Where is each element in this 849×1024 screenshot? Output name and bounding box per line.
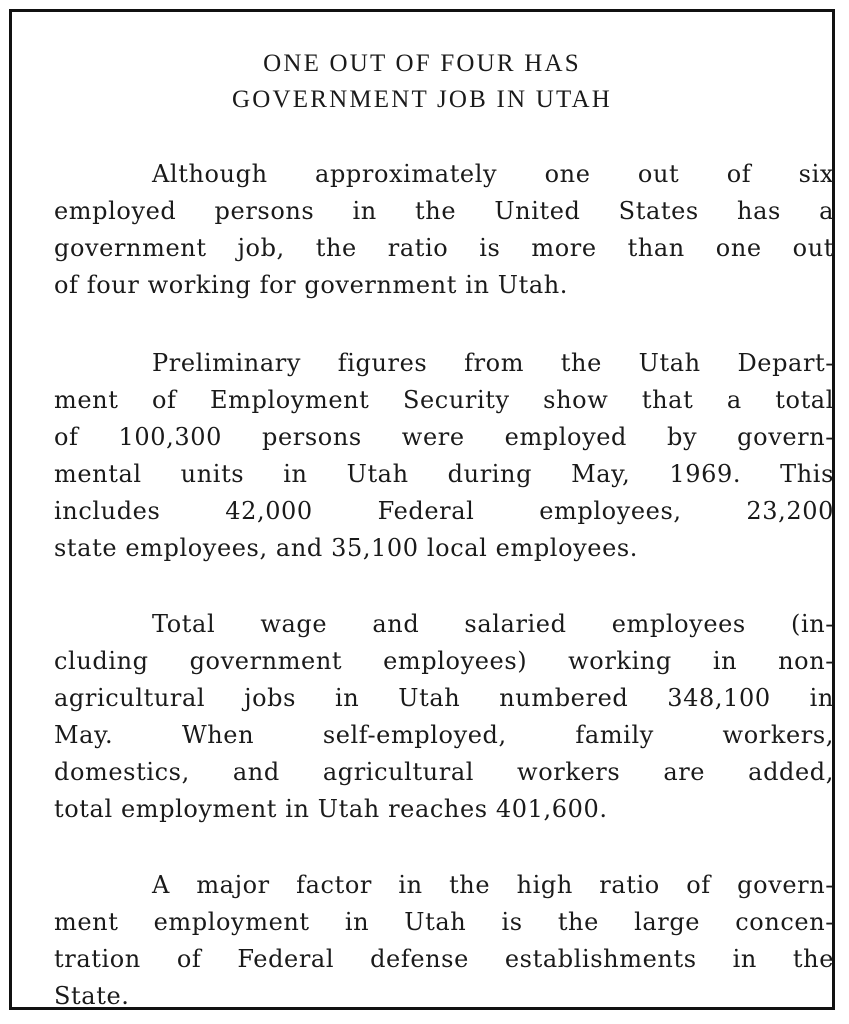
- paragraph-line: of 100,300 persons were employed by govern-: [54, 423, 834, 451]
- document-title: [12, 46, 832, 118]
- paragraph-3: [54, 606, 834, 828]
- paragraph-line: cluding government employees) working in non-: [54, 647, 834, 675]
- paragraph-line: State.: [54, 982, 130, 1010]
- paragraph-line: of four working for government in Utah.: [54, 271, 569, 299]
- paragraph-1: [54, 156, 834, 304]
- title-line-2: GOVERNMENT JOB IN UTAH: [232, 86, 612, 113]
- paragraph-line: May. When self-employed, family workers,: [54, 721, 834, 749]
- paragraph-line: employed persons in the United States has a: [54, 197, 834, 225]
- paragraph-line: total employment in Utah reaches 401,600.: [54, 795, 608, 823]
- paragraph-line: Total wage and salaried employees (in-: [152, 610, 834, 638]
- paragraph-line: Preliminary figures from the Utah Depart-: [152, 349, 834, 377]
- paragraph-line: government job, the ratio is more than one out: [54, 234, 834, 262]
- paragraph-line: ment of Employment Security show that a total: [54, 386, 834, 414]
- document-frame: [9, 9, 835, 1010]
- paragraph-line: agricultural jobs in Utah numbered 348,100 in: [54, 684, 834, 712]
- paragraph-2: [54, 345, 834, 567]
- paragraph-line: A major factor in the high ratio of govern-: [152, 871, 834, 899]
- paragraph-line: Although approximately one out of six: [152, 160, 834, 188]
- paragraph-line: includes 42,000 Federal employees, 23,200: [54, 497, 834, 525]
- paragraph-line: tration of Federal defense establishments in the: [54, 945, 834, 973]
- paragraph-line: ment employment in Utah is the large concen-: [54, 908, 834, 936]
- paragraph-4: [54, 867, 834, 1015]
- paragraph-line: state employees, and 35,100 local employees.: [54, 534, 639, 562]
- title-line-1: ONE OUT OF FOUR HAS: [263, 50, 581, 77]
- paragraph-line: mental units in Utah during May, 1969. This: [54, 460, 834, 488]
- paragraph-line: domestics, and agricultural workers are added,: [54, 758, 834, 786]
